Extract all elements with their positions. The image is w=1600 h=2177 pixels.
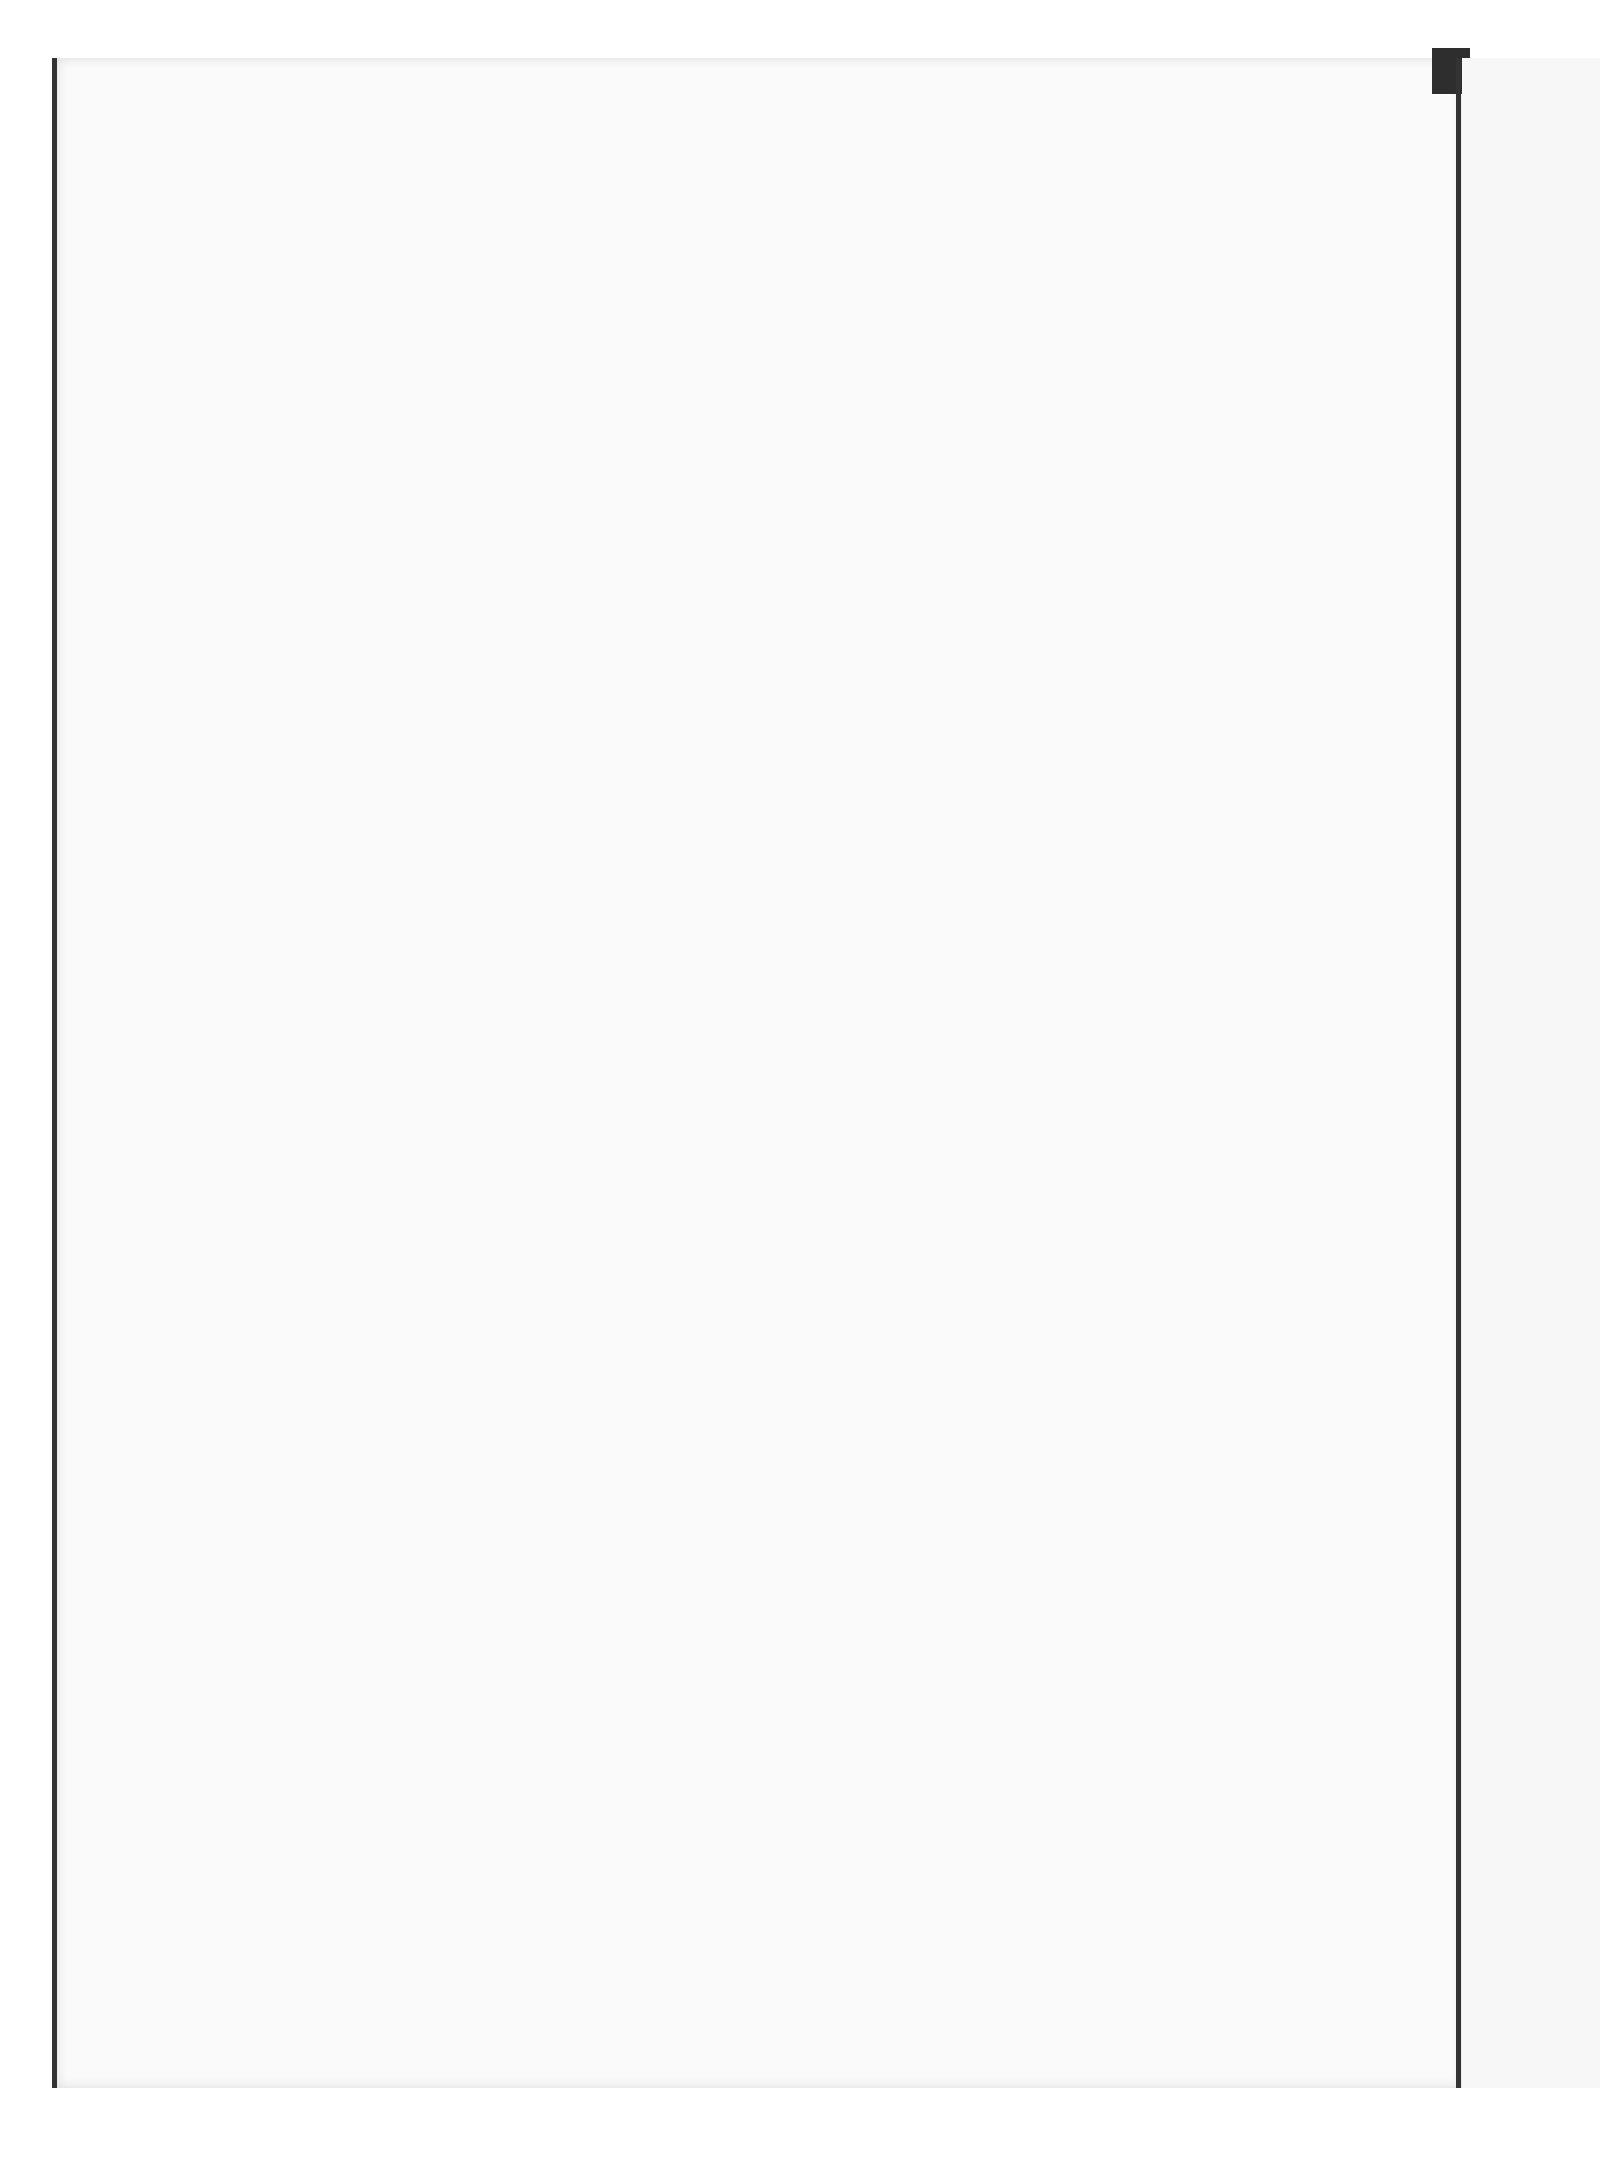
column-4 xyxy=(1040,100,1340,1980)
column-3 xyxy=(734,100,1034,1980)
scan-sidebar xyxy=(0,100,52,1200)
column-1 xyxy=(120,100,410,1980)
column-2 xyxy=(422,100,724,1980)
page-edge xyxy=(1456,58,1461,2088)
running-header xyxy=(92,68,1452,102)
next-page-fragment xyxy=(1462,58,1600,2088)
